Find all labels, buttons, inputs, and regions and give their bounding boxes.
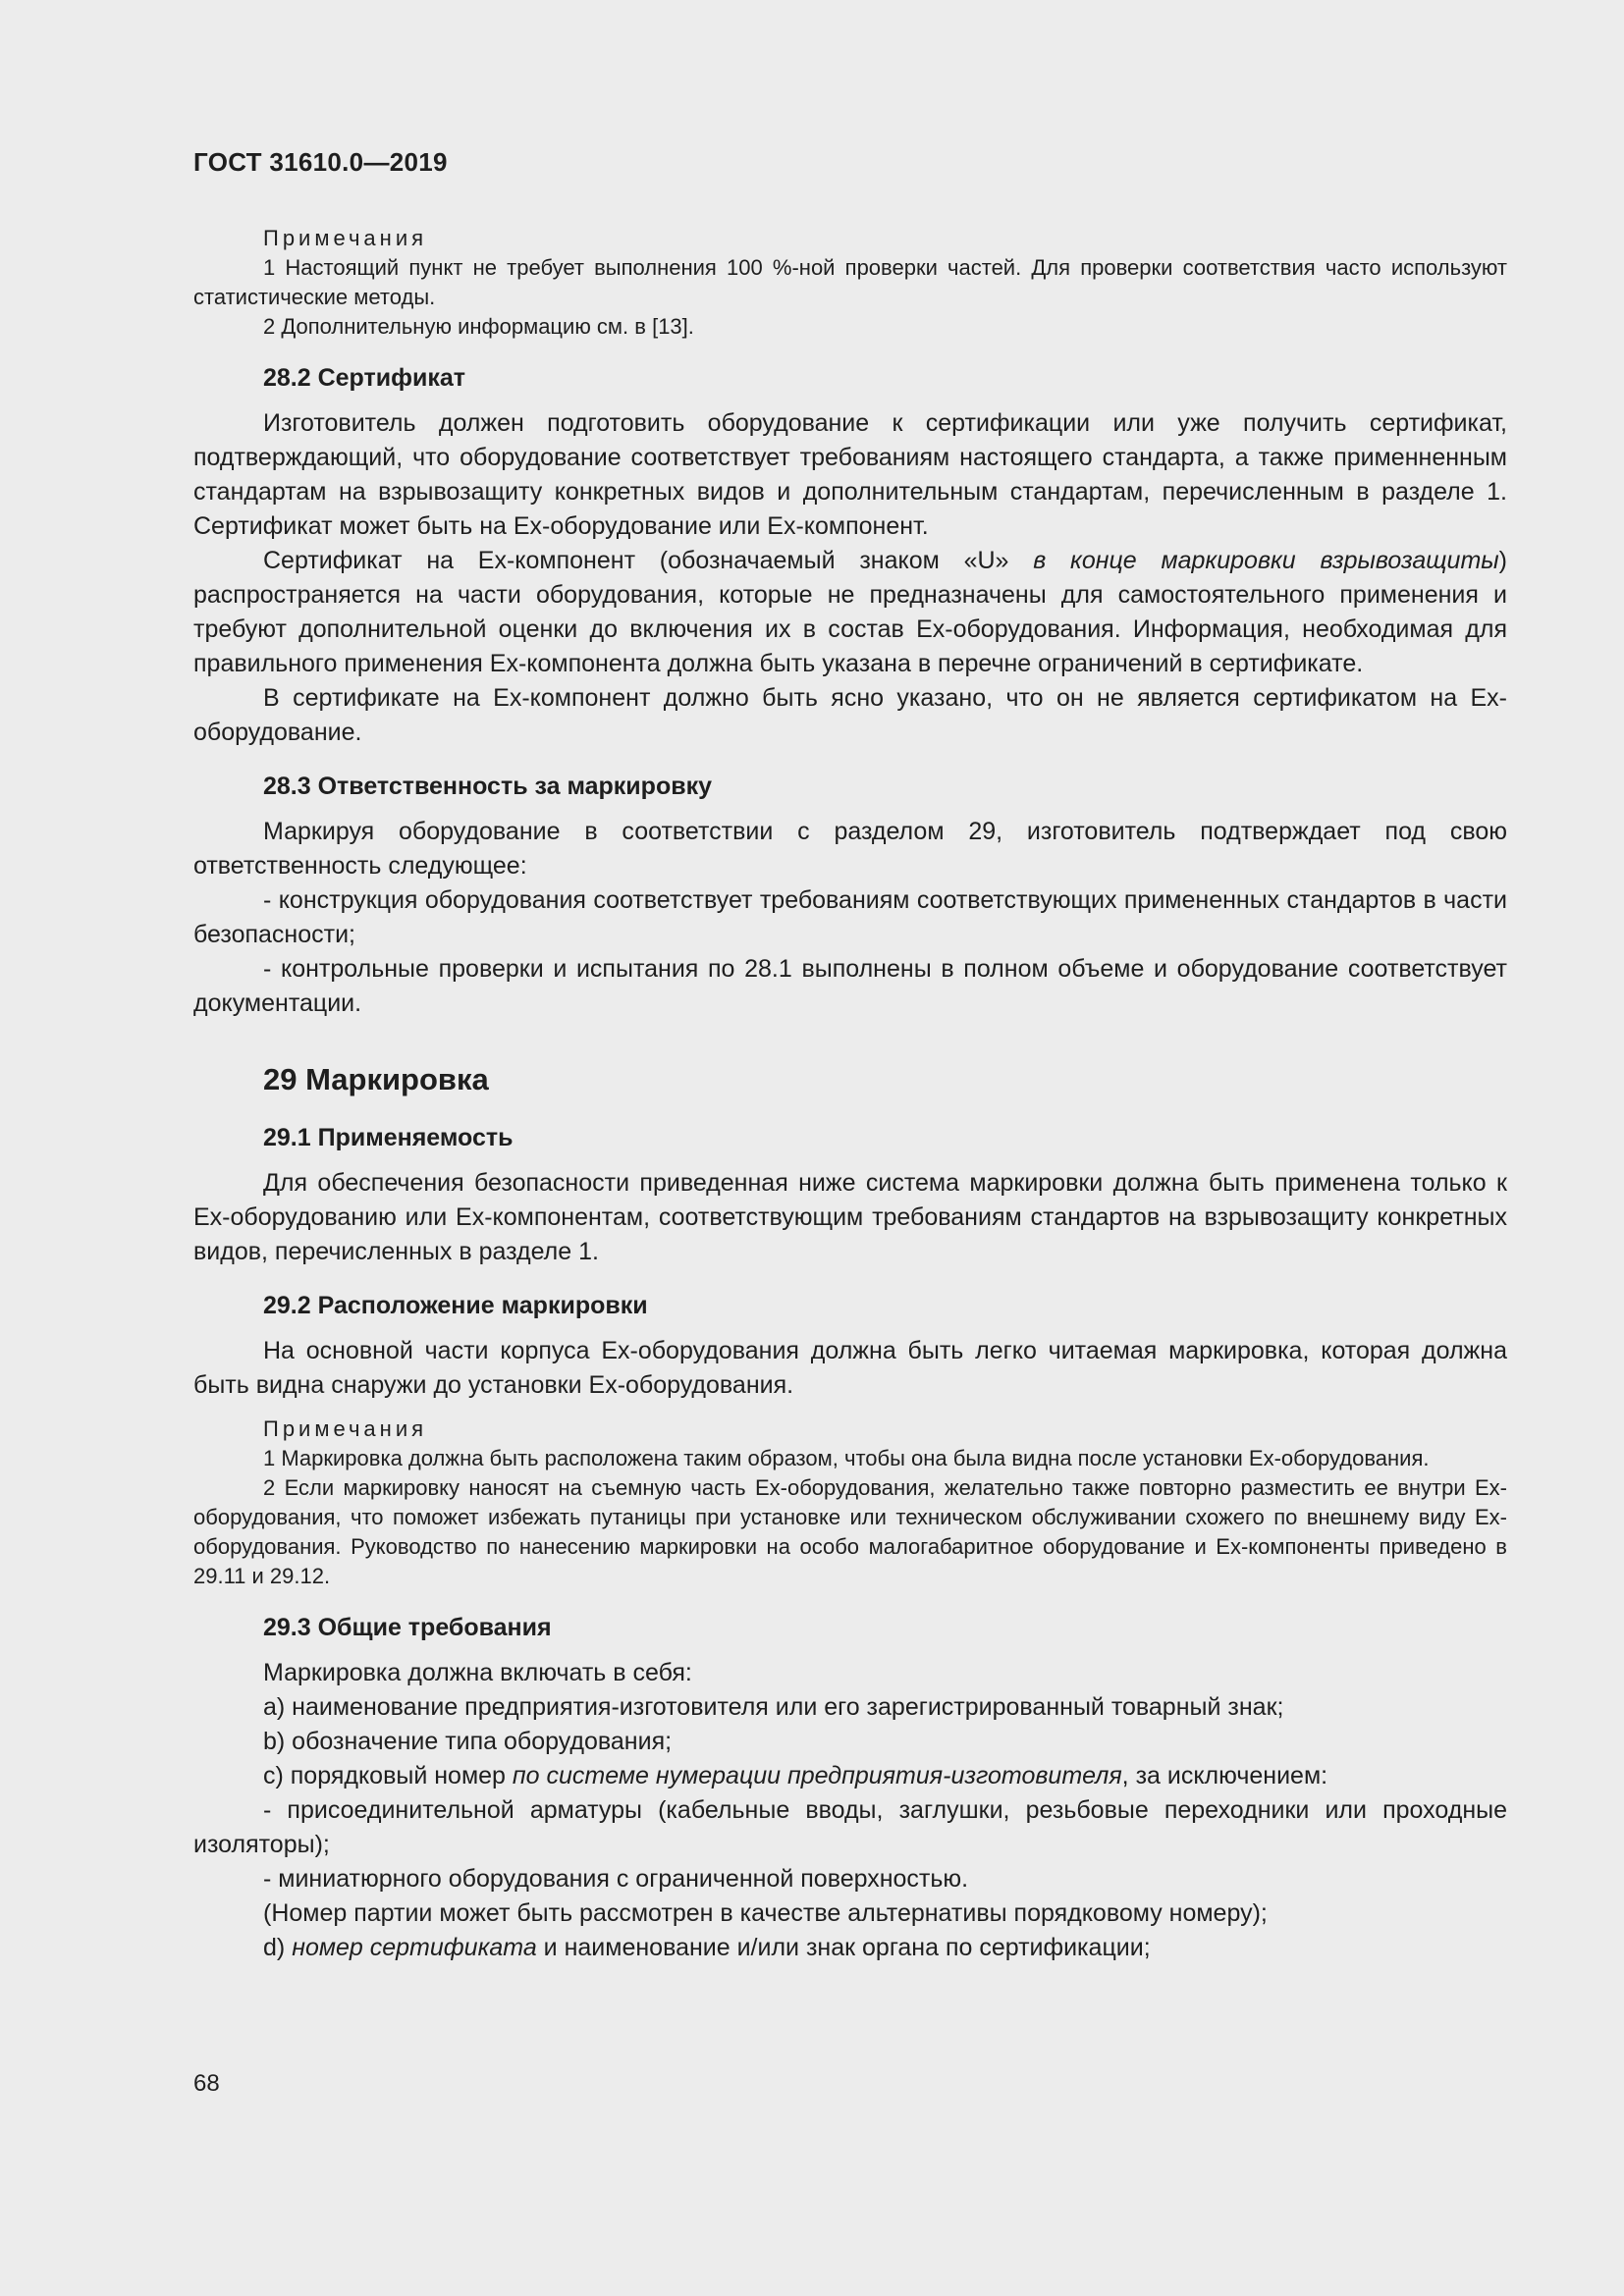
list-item: - присоединительной арматуры (кабельные вводы, заглушки, резьбовые переходники или проходные изоляторы); [193, 1796, 1507, 1858]
list-item: - контрольные проверки и испытания по 28.1 выполнены в полном объеме и оборудование соответствует документации. [193, 955, 1507, 1017]
list-item: - миниатюрного оборудования с ограниченной поверхностью. [263, 1865, 969, 1893]
section-28-3 [193, 770, 1507, 1021]
paragraph: Изготовитель должен подготовить оборудование к сертификации или уже получить сертификат, подтверждающий, что оборудование соответствует требованиям настоящего стандарта, а также применненным стандартам на взрывозащиту конкретных видов и дополнительным стандартам, перечисленным в разделе 1. Сертификат может быть на Ex-оборудование или Ex-компонент. [193, 409, 1507, 540]
list-item: с) порядковый номер по системе нумерации предприятия-изготовителя, за исключением: [263, 1762, 1328, 1789]
page-number: 68 [193, 2070, 220, 2097]
section-heading: 28.2 Сертификат [263, 364, 466, 392]
paragraph: В сертификате на Ex-компонент должно быть ясно указано, что он не является сертификатом на Ex-оборудование. [193, 684, 1507, 746]
notes-block-2 [193, 1415, 1507, 1591]
list-item: (Номер партии может быть рассмотрен в качестве альтернативы порядковому номеру); [263, 1899, 1268, 1927]
list-item: b) обозначение типа оборудования; [263, 1728, 673, 1755]
note-item: 1 Настоящий пункт не требует выполнения 100 %-ной проверки частей. Для проверки соответствия часто используют статистические методы. [193, 255, 1507, 309]
list-item: а) наименование предприятия-изготовителя или его зарегистрированный товарный знак; [263, 1693, 1284, 1721]
notes-block-1 [193, 224, 1507, 342]
note-item: 2 Если маркировку наносят на съемную часть Ex-оборудования, желательно также повторно разместить ее внутри Ex-оборудования, что поможет избежать путаницы при установке или техническом обслуживании схожего по внешнему виду Ex-оборудования. Руководство по нанесению маркировки на особо малогабаритное оборудование и Ex-компоненты приведено в 29.11 и 29.12. [193, 1475, 1507, 1588]
paragraph: Маркировка должна включать в себя: [263, 1659, 692, 1686]
list-item: d) номер сертификата и наименование и/или знак органа по сертификации; [263, 1934, 1151, 1961]
section-heading: 28.3 Ответственность за маркировку [263, 773, 713, 800]
note-item: 2 Дополнительную информацию см. в [13]. [263, 314, 694, 339]
section-heading: 29.1 Применяемость [263, 1124, 514, 1151]
note-item: 1 Маркировка должна быть расположена таким образом, чтобы она была видна после установки Ex-оборудования. [263, 1446, 1430, 1470]
chapter-heading: 29 Маркировка [263, 1062, 489, 1096]
standard-code: ГОСТ 31610.0—2019 [193, 147, 448, 177]
paragraph: Сертификат на Ex-компонент (обозначаемый знаком «U» в конце маркировки взрывозащиты) распространяется на части оборудования, которые не предназначены для самостоятельного применения и требуют дополнительной оценки до включения их в состав Ex-оборудования. Информация, необходимая для правильного применения Ex-компонента должна быть указана в перечне ограничений в сертификате. [193, 547, 1507, 677]
section-29-2 [193, 1289, 1507, 1403]
section-heading: 29.2 Расположение маркировки [263, 1292, 648, 1319]
section-28-2 [193, 361, 1507, 750]
notes-title: Примечания [263, 226, 428, 250]
section-29-3 [193, 1611, 1507, 1965]
section-heading: 29.3 Общие требования [263, 1614, 552, 1641]
list-item: - конструкция оборудования соответствует требованиям соответствующих примененных стандартов в части безопасности; [193, 886, 1507, 948]
paragraph: Для обеспечения безопасности приведенная ниже система маркировки должна быть применена только к Ex-оборудованию или Ex-компонентам, соответствующим требованиям стандартов на взрывозащиту конкретных видов, перечисленных в разделе 1. [193, 1169, 1507, 1265]
paragraph: На основной части корпуса Ex-оборудования должна быть легко читаемая маркировка, которая должна быть видна снаружи до установки Ex-оборудования. [193, 1337, 1507, 1399]
paragraph: Маркируя оборудование в соответствии с разделом 29, изготовитель подтверждает под свою ответственность следующее: [193, 818, 1507, 880]
section-29-1 [193, 1121, 1507, 1269]
section-29 [193, 1060, 1507, 1099]
page-content [193, 224, 1507, 1965]
notes-title: Примечания [263, 1416, 428, 1441]
